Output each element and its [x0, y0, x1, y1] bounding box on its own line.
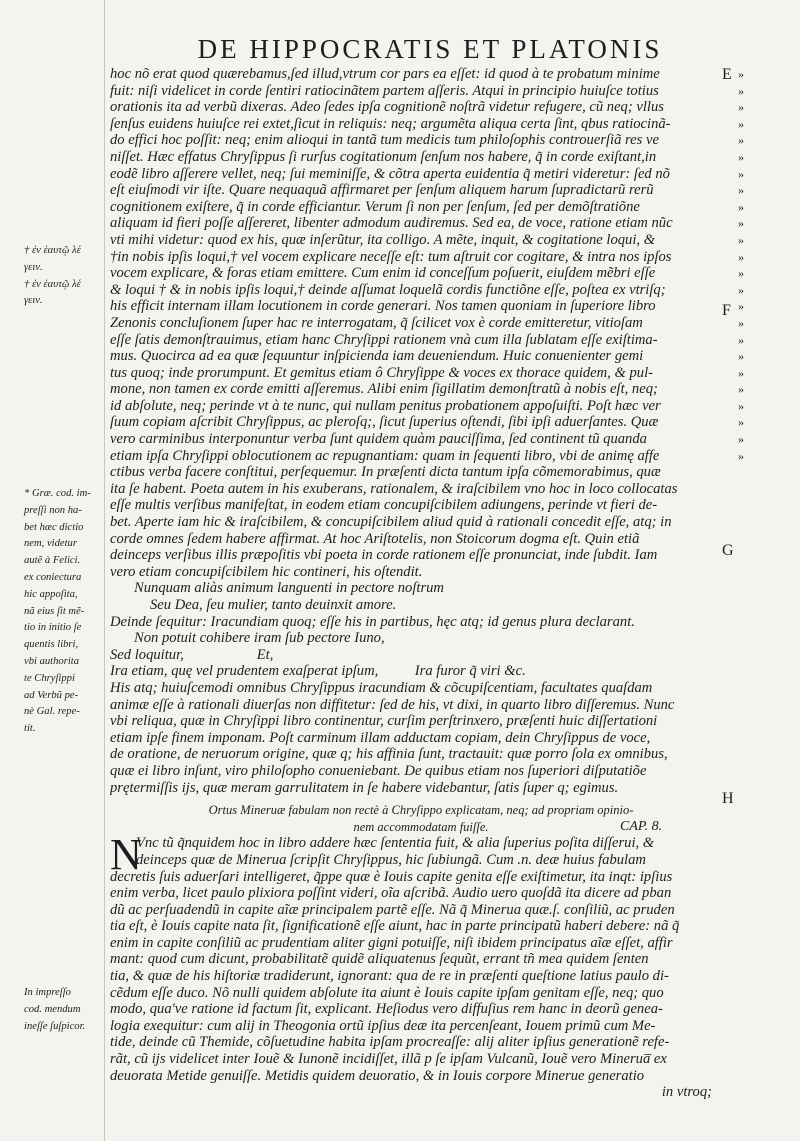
quote-mark: » [738, 398, 744, 413]
text-line: His atq; huiuſcemodi omnibus Chryſippus iracundiam & cõcupiſcentiam, facultates quaſdam [110, 679, 653, 696]
chapter-line: cẽdum eſſe duco. Nõ nulli quidem abſolute ita aiunt è Iouis capite ipſam genitam eſſe, neq; quo [110, 984, 664, 1001]
text-line: id abſolute, neq; perinde vt à te nunc, qui nullam penitus probationem appoſuiſti. Poſt hæc ver [110, 397, 661, 414]
margin-note-line: quentis libri, [24, 639, 79, 651]
quote-mark: » [738, 415, 744, 430]
quote-mark: » [738, 166, 744, 181]
quote-mark: » [738, 332, 744, 347]
text-line: vocem explicare, & foras etiam emittere. Cum enim id conceſſum poſuerit, eiuſdem mẽbri eſſe [110, 265, 656, 282]
text-line: Ira etiam, quę vel prudentem exaſperat ipſum, Ira furor q̃ viri &c. [110, 663, 526, 680]
margin-note-line: * Græ. cod. im- [24, 488, 91, 499]
chapter-line: modo, qua've ratione id factum ſit, explicant. Heſiodus vero diffuſius rem hanc in deorũ genea- [110, 1001, 663, 1018]
verse-line: Sed loquitur, Et, [110, 646, 274, 663]
text-line: fuit: niſi videlicet in corde ſentiri ratiocinãtem partem aſſeris. Atqui in principio huiuſce totius [110, 82, 659, 99]
quote-mark: » [738, 448, 744, 463]
chapter-line: logia exequitur: cum alij in Theogonia ortũ ipſius deæ ita percenſeant, Iouem primũ cum Me- [110, 1017, 656, 1034]
section-letter-h: H [722, 790, 734, 807]
quote-mark: » [738, 67, 744, 81]
quote-mark: » [738, 266, 744, 281]
quote-mark: » [738, 365, 744, 380]
text-line: hoc nõ erat quod quærebamus,ſed illud,vtrum cor pars ea eſſet: id quod à te probatum minime [110, 66, 660, 82]
section-letter-g: G [722, 542, 734, 559]
margin-note-line: vbi authorita [24, 655, 80, 667]
margin-note-line: cod. mendum [24, 1003, 81, 1015]
quote-mark: » [738, 432, 744, 447]
text-line: deinceps verſibus illis præpoſitis vbi poeta in corde rationem eſſe pronunciat, inde ſubdit. Iam [110, 547, 658, 564]
quote-mark: » [738, 216, 744, 231]
margin-note-b [24, 985, 104, 1035]
text-line: ita ſe habent. Poeta autem in his exuberans, rationalem, & iraſcibilem vno hoc in loco collocatas [110, 480, 678, 497]
chapter-summary: nem accommodatam fuiſſe. CAP. 8. [353, 818, 663, 834]
margin-greek-1: † ἐν ἑαυτῷ λέ [24, 245, 81, 256]
chapter-line: decretis ſuis aduerſari intelligeret, q̃ppe quæ è Iouis capite genita eſſe exiſtimetur, ita inqt: ipſius [110, 868, 673, 885]
quote-mark: » [738, 199, 744, 214]
margin-greek-1b: γειν. [24, 261, 43, 273]
section-letter-e: E [722, 66, 732, 83]
text-line: de oratione, de neruorum origine, quæ q; his affinia ſunt, tractauit: quæ porro ſola ex omnibus, [110, 746, 668, 763]
chapter-line: Vnc tũ q̃nquidem hoc in libro addere hæc ſententia fuit, & alia ſuperius poſita diſſerui, & [136, 835, 655, 852]
text-line: etiam ipſa Chryſippi oblocutionem ac repugnantiam: quam in ſequenti libro, vbi de animę affe [110, 447, 660, 464]
text-line: vero carminibus interponuntur verba ſunt quidem quàm pauciſſima, ſed continent tũ quanda [110, 431, 647, 448]
verse-line: Non potuit cohibere iram ſub pectore Iuno, [134, 630, 385, 647]
quote-mark: » [738, 282, 744, 297]
margin-note-line: preſſi non ha- [24, 504, 82, 516]
text-line: eſſe multis verſibus manifeſtat, in eodem etiam concupiſcibilem adiungens, perinde vt fieri de- [110, 497, 658, 514]
margin-note-line: In impreſſo [24, 987, 71, 998]
text-line: tus quoq; inde prorumpunt. Et gemitus etiam ô Chryſippe & voces ex thorace quidem, & pul- [110, 364, 653, 381]
section-letter-f: F [722, 302, 731, 319]
quote-mark: » [738, 83, 744, 98]
chapter-line: deuorata Metide genuiſſe. Metidis quidem deuoratio, & in Iouis corpore Minerue generatio [110, 1067, 645, 1084]
chapter-line: tia, & quæ de his hiſtoriæ tradiderunt, ignorant: qua de re in præſenti queſtione latius paulo di- [110, 968, 669, 985]
quote-mark: » [738, 382, 744, 397]
chapter-line: enim verba, licet paulo plixiora poſſint videri, oĩa aſcribã. Audio uero quoſdã ita dicere ad pban [110, 885, 672, 902]
quote-mark: » [738, 315, 744, 330]
text-line: quæ ei libro inſunt, viro philoſopho conueniebant. De quibus etiam nos ſuperiori diſputatiõe [110, 762, 647, 779]
text-line: orationis ita ad verbũ dixeras. Adeo ſedes ipſa cognitionẽ noſtrã videtur refugere, cũ neq; vllus [110, 99, 664, 116]
text-line: & loqui † & in nobis ipſis loqui,† deinde aſſumat loquelã cordis functiõne eſſe, poſtea ex vtriſq; [110, 281, 666, 298]
chapter-line: enim in capite conſiliũ ac prudentiam aliter gigni potuiſſe, niſi ibidem principatus aĩæ eſſet, affir [110, 934, 673, 951]
verse-line: Seu Dea, ſeu mulier, tanto deuinxit amore. [150, 597, 397, 613]
text-line: eodẽ libro aſſerere vellet, neq; ſui meminiſſe, & cõtra aperta euidentia q̃ metiri videretur: ſed nõ [110, 165, 670, 182]
margin-note-line: nem, videtur [24, 538, 77, 550]
verse-line: Deinde ſequitur: Iracundiam quoq; eſſe his in partibus, hęc atq; id genus plura declarant. [110, 613, 635, 630]
quote-mark: » [738, 349, 744, 364]
text-line: ſenſus euidens huiuſce rei extet,ſicut in reliquis: neq; argumẽta aliqua certa ſint, qbus ratiocinã- [110, 115, 671, 132]
margin-note-line: te Chryſippi [24, 672, 75, 684]
text-line: ſuum copiam aſcribit Chryſippus, ac pleroſq;, ſicut ſuperius oſtendi, ſibi ipſi aduerſantes. Quæ [110, 414, 659, 431]
margin-note-line: ineſſe ſuſpicor. [24, 1020, 86, 1032]
chapter-line: tide, deinde cũ Themide, cõſuetudine habita ipſam procreaſſe: alij aliter ipſius generationẽ refe- [110, 1034, 670, 1051]
quote-mark: » [738, 249, 744, 264]
chapter-summary: Ortus Mineruæ fabulam non rectè à Chryſippo explicatam, neq; ad propriam opinio- [208, 803, 634, 818]
margin-note-line: ex coniectura [24, 571, 82, 583]
quote-mark: » [738, 183, 744, 198]
text-line: do effici hoc poſſit: neq; enim alioqui in tantã tum medicis tum philoſophis controuerſiã res ve [110, 132, 659, 149]
quote-mark: » [738, 100, 744, 115]
text-line: aliquam id fieri poſſe aſſereret, libenter admodum audiremus. Sed ea, de voce, ratione etiam nũc [110, 215, 673, 232]
margin-rule [104, 0, 105, 1141]
chapter-line: mant: quod cum dicunt, probabilitatẽ quidẽ aliquatenus ſequũt, errant tñ mea quidem ſenten [110, 951, 649, 968]
chapter-line: rãt, cũ ijs videlicet inter Iouẽ & Iunonẽ incidiſſet, illã p ſe ipſam Vulcanũ, Iouẽ vero Minerua̅ ex [110, 1051, 667, 1068]
text-line: niſſet. Hæc effatus Chryſippus ſi rurſus cogitationum ſenſum nos habere, q̃ in corde exiſtant,in [110, 148, 657, 165]
text-line: †in nobis ipſis loqui,† vel vocem explicare neceſſe eſt: tum aſtruit cor cogitare, & intra nos ipſos [110, 248, 672, 265]
chapter-text [110, 830, 732, 1101]
margin-note-line: bet hæc dictio [24, 521, 84, 533]
text-line: prętermiſſis ijs, quæ meram garrulitatem in ſe habere videbantur, ſatis ſuper q; egimus. [110, 779, 619, 796]
margin-note-line: autẽ à Felici. [24, 555, 81, 567]
text-line: cognitionem exiſtere, q̃ in corde efficiantur. Verum ſi non per ſenſum, ſed per demõſtratiõne [110, 198, 640, 215]
margin-note-line: ad Verbũ pe- [24, 689, 79, 701]
text-line: corde omnes ſedem habere affirmat. At hoc Ariſtotelis, non Stoicorum dogma eſt. Quin etiã [110, 530, 640, 547]
quote-mark: » [738, 116, 744, 131]
text-line: mus. Quocirca ad ea quæ ſequuntur inſpicienda iam deueniendum. Huic conuenienter gemi [110, 348, 644, 365]
margin-greek-2b: γειν. [24, 295, 43, 307]
text-line: eſt eiuſmodi vir iſte. Quare nequaquã affirmaret per ſenſum aliquem harum ſupradictarũ rerũ [110, 182, 654, 199]
margin-note-line: tit. [24, 723, 36, 735]
text-line: etiam ipſe finem imponam. Poſt carminum illam adductam copiam, dein Chryſippus de voce, [110, 729, 651, 746]
quote-mark: » [738, 149, 744, 164]
quote-mark: » [738, 133, 744, 148]
text-line: his efficit internam illam locutionem in corde generari. Nos tamen quoniam in ſuperiore libro [110, 298, 656, 315]
quote-marks-column [738, 66, 778, 464]
text-line: vero etiam concupiſcibilem hic contineri, his oſtendit. [110, 563, 423, 580]
text-line: mone, non tamen ex corde emitti aſſeremus. Alibi enim ſigillatim demonſtratũ à nobis eſt, neq; [110, 381, 658, 398]
margin-note-line: hic appoſita, [24, 588, 78, 600]
chapter-line: deinceps quæ de Minerua ſcripſit Chryſippus, hic ſubiungã. Cum .n. deæ huius fabulam [136, 851, 646, 868]
main-text [110, 66, 732, 1101]
drop-cap: N [110, 830, 142, 880]
margin-note-greek [24, 243, 104, 310]
chapter-line: in vtroq; [661, 1084, 712, 1101]
text-line: vti mihi videtur: quod ex his, quæ inſerũtur, ita colligo. A mẽte, inquit, & cogitatione loqui, & [110, 231, 656, 248]
text-line: bet. Aperte iam hic & iraſcibilem, & concupiſcibilem aliud quid à rationali concedit eſſe, atq; in [110, 514, 672, 531]
quote-mark: » [738, 232, 744, 247]
text-line: vbi reliqua, quæ in Chryſippi libro continentur, curſim perſtrinxero, præſenti huic diſſertationi [110, 713, 658, 730]
margin-note-line: tio in initio ſe [24, 622, 82, 634]
verse-line: Nunquam aliàs animum languenti in pectore noſtrum [134, 580, 444, 597]
chapter-line: tia eſt, è Iouis capite nata ſit, ſignificationẽ eſſe aiunt, hac in parte principatũ haberi debere: nã q̃ [110, 918, 680, 935]
chapter-label: CAP. 8. [620, 818, 663, 834]
margin-note-a [24, 486, 104, 738]
quote-mark: » [738, 299, 744, 314]
chapter-line: dũ ac perſuadendũ in capite aĩæ principalem partẽ eſſe. Nã q̃ Minerua quæ.ſ. conſiliũ, ac pruden [110, 901, 675, 918]
text-line: animæ eſſe à rationali diuerſas non diffitetur: ſed de his, vt dixi, in quarto libro diſſeremus. Nunc [110, 696, 675, 713]
text-line: eſſe ſatis demonſtrauimus, etiam hanc Chryſippi rationem vnà cum illa ſublatam eſſe exiſtima- [110, 331, 658, 348]
margin-note-line: nã eius ſit mẽ- [24, 605, 85, 617]
margin-note-line: nè Gal. repe- [24, 706, 80, 718]
running-title: DE HIPPOCRATIS ET PLATONIS [197, 34, 663, 64]
text-line: ctibus verba facere conſtitui, perſequemur. In præſenti dicta tantum ipſa cõmemorabimus, quæ [110, 464, 661, 481]
margin-greek-2: † ἐν ἑαυτῷ λέ [24, 278, 81, 290]
text-line: Zenonis concluſionem ſuper hac re interrogatam, q̃ ſcilicet vox è corde emitteretur, vitioſam [110, 314, 643, 331]
